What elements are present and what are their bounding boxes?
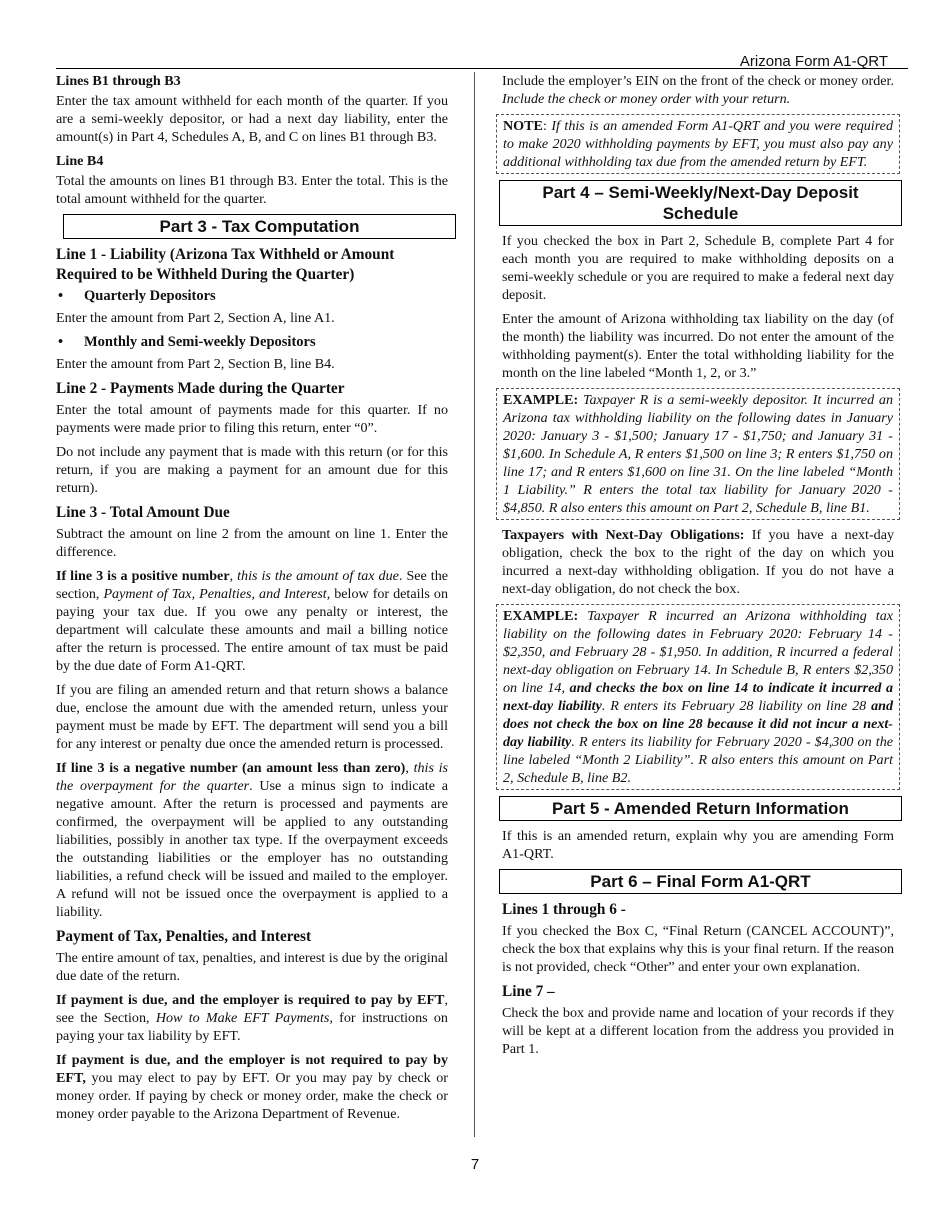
positive-number-italic: this is the amount of tax due bbox=[237, 568, 399, 584]
header-rule bbox=[56, 68, 908, 69]
left-column bbox=[56, 72, 448, 1129]
text-run: , bbox=[405, 760, 414, 776]
line-7-heading: Line 7 – bbox=[502, 983, 555, 1000]
payment-section-ref: Payment of Tax, Penalties, and Interest, bbox=[103, 586, 331, 602]
example-1-text: Taxpayer R is a semi-weekly depositor. It incurred an Arizona tax withholding liability on the following dates in January 2020: January 3 - $1,500; January 17 - $1,750; and January 31 - $1,600. In Schedule A, R enters $1,500 on line 3; R enters $1,750 on line 17; and R enters $1,600 on line 31. On the line labeled “Month 1 Liability.” R enters the total tax liability for January 2020 - $4,850. R also enters this amount on Part 2, Schedule B, line B1. bbox=[503, 392, 893, 516]
line1-heading: Line 1 - Liability (Arizona Tax Withheld or Amount Required to be Withheld During the Quarter) bbox=[56, 246, 395, 283]
text-run: , see the Section, bbox=[56, 992, 448, 1026]
example-box-1 bbox=[496, 388, 900, 520]
part5-title: Part 5 - Amended Return Information bbox=[499, 796, 902, 821]
negative-number-paragraph bbox=[56, 759, 448, 921]
text-run: Include the employer’s EIN on the front of the check or money order. bbox=[502, 73, 894, 89]
bullet-quarterly-label: Quarterly Depositors bbox=[84, 288, 216, 304]
note-box bbox=[496, 114, 900, 174]
text-run: below for details on paying your tax due. If you owe any penalty or interest, the department will calculate these amounts and mail a billing notice after the return is processed. The entire amount of tax must be paid by the due date of Form A1-QRT. bbox=[56, 586, 449, 674]
text-run: If you have a next-day obligation, check the box to the right of the day on which you incurred a next-day withholding obligation. If you do not have a next-day obligation, do not check the box. bbox=[502, 527, 894, 597]
negative-number-bold: If line 3 is a negative number (an amount less than zero) bbox=[56, 760, 406, 776]
part4-paragraph-1: If you checked the box in Part 2, Schedule B, complete Part 4 for each month you are required to make withholding deposits on a semi-weekly schedule or you are required to make a federal next day deposit. bbox=[502, 233, 894, 303]
part6-title: Part 6 – Final Form A1-QRT bbox=[499, 869, 902, 894]
form-title: Arizona Form A1-QRT bbox=[739, 53, 888, 70]
part4-title: Part 4 – Semi-Weekly/Next-Day Deposit Schedule bbox=[499, 180, 902, 226]
eft-required-bold: If payment is due, and the employer is required to pay by EFT bbox=[56, 992, 445, 1008]
positive-number-bold: If line 3 is a positive number bbox=[56, 568, 230, 584]
monthly-text: Enter the amount from Part 2, Section B, line B4. bbox=[56, 356, 335, 372]
negative-number-italic: this is the overpayment for the quarter bbox=[56, 760, 449, 794]
line-b4-heading: Line B4 bbox=[56, 153, 104, 169]
payment-paragraph-1: The entire amount of tax, penalties, and interest is due by the original due date of the return. bbox=[56, 950, 448, 984]
amended-return-paragraph: If you are filing an amended return and that return shows a balance due, enclose the amount due with the amended return, unless your payment must be made by EFT. The department will send you a bill for any interest or penalty due once the amended return is processed. bbox=[56, 682, 448, 752]
line3-paragraph-1: Subtract the amount on line 2 from the amount on line 1. Enter the difference. bbox=[56, 526, 448, 560]
eft-section-ref: How to Make EFT Payments, bbox=[155, 1010, 333, 1026]
bullet-monthly-label: Monthly and Semi-weekly Depositors bbox=[84, 334, 316, 350]
lines-1-6-paragraph: If you checked the Box C, “Final Return (CANCEL ACCOUNT)”, check the box that explains why this is your final return. If the reason is not provided, check “Other” and enter your own explanation. bbox=[502, 923, 894, 975]
column-divider bbox=[474, 72, 475, 1137]
ein-italic: Include the check or money order with your return. bbox=[502, 91, 791, 107]
text-run: : bbox=[542, 118, 552, 134]
lines-b1-b3-heading: Lines B1 through B3 bbox=[56, 73, 181, 89]
positive-number-paragraph bbox=[56, 567, 448, 675]
eft-required-paragraph bbox=[56, 991, 448, 1045]
text-run: . R enters its liability for February 2020 - $4,300 on the line labeled “Month 2 Liability”. R also enters this amount on Part 2, Schedule B, line B2. bbox=[503, 734, 893, 786]
bullet-monthly-depositors bbox=[56, 333, 448, 351]
next-day-paragraph bbox=[502, 526, 894, 598]
text-run: , bbox=[229, 568, 238, 584]
line2-paragraph-2: Do not include any payment that is made with this return (or for this return, if you are making a payment for an amount due for this return). bbox=[56, 444, 448, 496]
example-box-2 bbox=[496, 604, 900, 790]
right-column bbox=[502, 72, 894, 1064]
note-text: If this is an amended Form A1-QRT and you were required to make 2020 withholding payments by EFT, you must also pay any additional withholding tax due from the amended return by EFT. bbox=[503, 118, 893, 170]
lines-1-6-heading: Lines 1 through 6 - bbox=[502, 901, 626, 918]
text-run: . Use a minus sign to indicate a negative amount. After the return is processed and payments are confirmed, the overpayment will be applied to any outstanding liabilities, possibly in another tax type. If the overpayment exceeds the outstanding liabilities or the employer has no outstanding liabilities, a refund check will be issued and mailed to the employer. A refund will not be issued once the overpayment is applied to a liability. bbox=[56, 778, 449, 920]
eft-not-required-paragraph bbox=[56, 1051, 448, 1123]
example-2-bold-2: and does not check the box on line 28 because it did not incur a next-day liability bbox=[503, 698, 893, 750]
text-run: Taxpayer R incurred an Arizona withholding tax liability on the following dates in February 2020: February 14 - $2,350, and February 28 - $1,950. In addition, R incurred a federal next-day obligation on February 14. In Schedule B, R enters $2,350 on line 14, bbox=[503, 608, 893, 696]
text-run: . See the section, bbox=[56, 568, 449, 602]
example-label: EXAMPLE: bbox=[503, 392, 579, 408]
line-7-paragraph: Check the box and provide name and location of your records if they will be kept at a different location from the address you provided in Part 1. bbox=[502, 1005, 894, 1057]
part4-paragraph-2: Enter the amount of Arizona withholding tax liability on the day (of the month) the liability was incurred. Do not enter the amount of the withholding payment(s). Enter the total withholding liability for the month on the line labeled “Month 1, 2, or 3.” bbox=[502, 311, 894, 381]
payment-heading: Payment of Tax, Penalties, and Interest bbox=[56, 928, 312, 945]
part5-paragraph: If this is an amended return, explain why you are amending Form A1-QRT. bbox=[502, 828, 894, 862]
ein-paragraph bbox=[502, 72, 894, 108]
bullet-quarterly-depositors bbox=[56, 287, 448, 305]
note-label: NOTE bbox=[503, 118, 543, 134]
example-label: EXAMPLE: bbox=[503, 608, 579, 624]
page-number: 7 bbox=[470, 1156, 480, 1173]
line2-heading: Line 2 - Payments Made during the Quarter bbox=[56, 380, 345, 397]
lines-b1-b3-text: Enter the tax amount withheld for each month of the quarter. If you are a semi-weekly depositor, or had a next day liability, enter the amount(s) in Part 4, Schedules A, B, and C on lines B1 through B3. bbox=[56, 93, 448, 145]
text-run: you may elect to pay by EFT. Or you may pay by check or money order. If paying by check or money order, make the check or money order payable to the Arizona Department of Revenue. bbox=[56, 1070, 448, 1122]
example-2-bold-1: and checks the box on line 14 to indicate it incurred a next-day liability bbox=[503, 680, 894, 714]
line-b4-text: Total the amounts on lines B1 through B3. Enter the total. This is the total amount withheld for the quarter. bbox=[56, 173, 448, 207]
page-header bbox=[0, 0, 950, 70]
part3-title: Part 3 - Tax Computation bbox=[63, 214, 456, 239]
quarterly-text: Enter the amount from Part 2, Section A, line A1. bbox=[56, 310, 335, 326]
text-run: for instructions on paying your tax liability by EFT. bbox=[56, 1010, 448, 1044]
next-day-bold: Taxpayers with Next-Day Obligations: bbox=[502, 527, 745, 543]
bullet-dot: • bbox=[58, 288, 64, 304]
line3-heading: Line 3 - Total Amount Due bbox=[56, 504, 230, 521]
eft-not-required-bold: If payment is due, and the employer is not required to pay by EFT, bbox=[56, 1052, 448, 1086]
bullet-dot: • bbox=[58, 334, 64, 350]
text-run: . R enters its February 28 liability on line 28 bbox=[601, 698, 872, 714]
line2-paragraph-1: Enter the total amount of payments made for this quarter. If no payments were made prior to filing this return, enter “0”. bbox=[56, 402, 448, 436]
